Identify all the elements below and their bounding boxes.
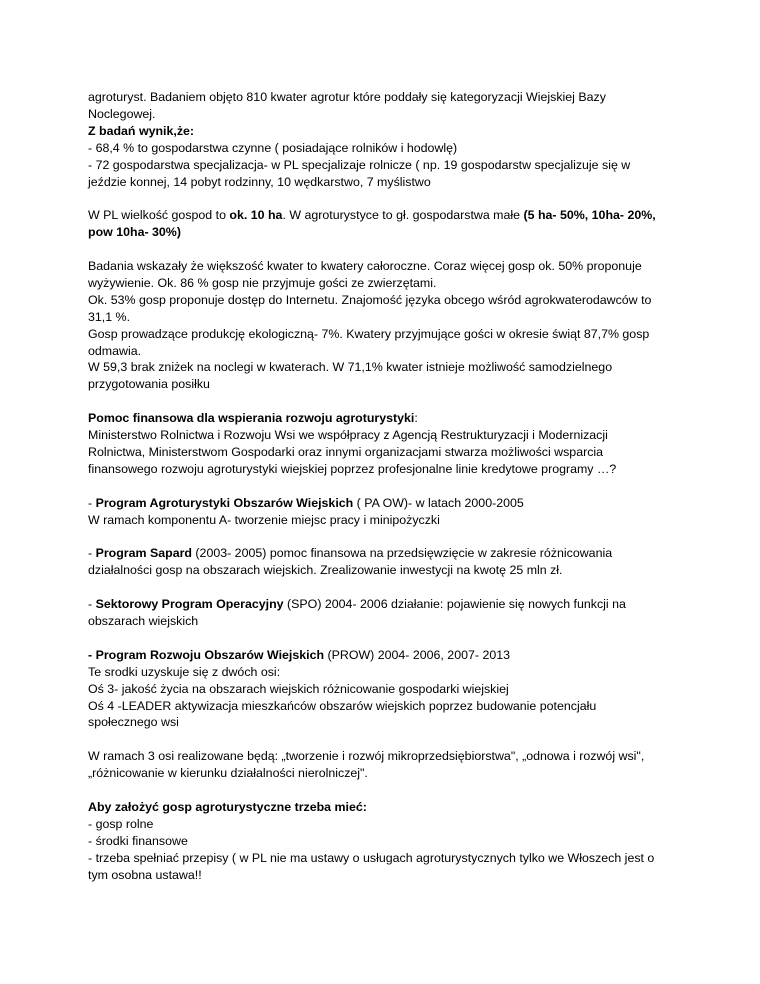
bold-span: (5 ha- 50%, 10ha- 20%, bbox=[523, 208, 656, 223]
text-span: - bbox=[88, 597, 96, 612]
text-line: jeździe konnej, 14 pobyt rodzinny, 10 wędkarstwo, 7 myślistwo bbox=[88, 174, 431, 189]
text-line bbox=[88, 224, 678, 241]
text-line: Oś 3- jakość życia na obszarach wiejskich różnicowanie gospodarki wiejskiej bbox=[88, 681, 509, 696]
section-heading bbox=[88, 410, 678, 427]
text-line: Ok. 53% gosp proponuje dostęp do Internetu. Znajomość języka obcego wśród agrokwaterodawców to bbox=[88, 292, 652, 307]
text-line: przygotowania posiłku bbox=[88, 377, 210, 392]
text-line: tym osobna ustawa!! bbox=[88, 867, 202, 882]
text-line: społecznego wsi bbox=[88, 715, 179, 730]
text-line: Ministerstwo Rolnictwa i Rozwoju Wsi we współpracy z Agencją Restrukturyzacji i Modernizacji bbox=[88, 428, 608, 443]
text-line: Gosp prowadzące produkcję ekologiczną- 7%. Kwatery przyjmujące gości w okresie świąt 87,7% gosp bbox=[88, 326, 650, 341]
list-item: - 72 gospodarstwa specjalizacja- w PL specjalizaje rolnicze ( np. 19 gospodarstw specjalizuje się w bbox=[88, 157, 631, 172]
list-item: - trzeba spełniać przepisy ( w PL nie ma ustawy o usługach agroturystycznych tylko we Włoszech jest o bbox=[88, 850, 655, 865]
bold-span: ok. 10 ha bbox=[229, 208, 283, 223]
program-name: Sektorowy Program Operacyjny bbox=[95, 597, 284, 612]
text-span: - bbox=[88, 495, 96, 510]
text-span: W PL wielkość gospod to bbox=[88, 208, 230, 223]
text-line: działalności gosp na obszarach wiejskich. Zrealizowanie inwestycji na kwotę 25 mln zł. bbox=[88, 563, 563, 578]
text-line: odmawia. bbox=[88, 343, 142, 358]
list-item: - środki finansowe bbox=[88, 833, 188, 848]
text-line: finansowego rozwoju agroturystyki wiejskiej poprzez profesjonalne linie kredytowe programy …? bbox=[88, 461, 617, 476]
text-span: (PROW) 2004- 2006, 2007- 2013 bbox=[324, 647, 511, 662]
text-span: - bbox=[88, 546, 96, 561]
text-line bbox=[88, 207, 678, 224]
program-item bbox=[88, 495, 678, 512]
text-line: W 59,3 brak zniżek na noclegi w kwaterach. W 71,1% kwater istnieje możliwość samodzielnego bbox=[88, 360, 613, 375]
text-line: Noclegowej. bbox=[88, 106, 156, 121]
section-heading bbox=[88, 799, 678, 816]
text-line: obszarach wiejskich bbox=[88, 614, 199, 628]
text-span: (SPO) 2004- 2006 działanie: pojawienie się nowych funkcji na bbox=[283, 597, 626, 612]
text-span: ( PA OW)- w latach 2000-2005 bbox=[353, 495, 524, 510]
program-item bbox=[88, 545, 678, 562]
text-line: Oś 4 -LEADER aktywizacja mieszkańców obszarów wiejskich poprzez budowanie potencjału bbox=[88, 698, 597, 713]
text-line: wyżywienie. Ok. 86 % gosp nie przyjmuje gości ze zwierzętami. bbox=[88, 275, 437, 290]
text-span: (2003- 2005) pomoc finansowa na przedsięwzięcie w zakresie różnicowania bbox=[191, 546, 613, 561]
list-item: - 68,4 % to gospodarstwa czynne ( posiadające rolników i hodowlę) bbox=[88, 140, 458, 155]
program-name: Program Sapard bbox=[95, 546, 192, 561]
bold-span: pow 10ha- 30%) bbox=[88, 225, 181, 240]
heading-text: Pomoc finansowa dla wspierania rozwoju agroturystyki bbox=[88, 411, 415, 426]
list-item: - gosp rolne bbox=[88, 816, 154, 831]
text-span: . W agroturystyce to gł. gospodarstwa małe bbox=[282, 208, 524, 223]
text-line: „różnicowanie w kierunku działalności nierolniczej". bbox=[88, 766, 368, 781]
text-line: 31,1 %. bbox=[88, 309, 131, 324]
program-item bbox=[88, 647, 678, 664]
text-line: Badania wskazały że większość kwater to kwatery całoroczne. Coraz więcej gosp ok. 50% proponuje bbox=[88, 259, 642, 274]
text-line: W ramach komponentu A- tworzenie miejsc pracy i minipożyczki bbox=[88, 512, 440, 527]
program-item bbox=[88, 596, 678, 613]
text-span: : bbox=[414, 411, 418, 426]
program-name: Program Agroturystyki Obszarów Wiejskich bbox=[95, 495, 354, 510]
text-line: agroturyst. Badaniem objęto 810 kwater agrotur które poddały się kategoryzacji Wiejskiej Bazy bbox=[88, 90, 606, 104]
text-line: Rolnictwa, Ministerstwom Gospodarki oraz innymi organizacjami stwarza możliwości wsparcia bbox=[88, 444, 604, 459]
text-line: Te srodki uzyskuje się z dwóch osi: bbox=[88, 664, 281, 679]
text-line: W ramach 3 osi realizowane będą: „tworzenie i rozwój mikroprzedsiębiorstwa", „odnowa i rozwój wsi", bbox=[88, 749, 645, 764]
heading-text: Aby założyć gosp agroturystyczne trzeba mieć: bbox=[88, 799, 367, 814]
heading-text: Z badań wynik,że: bbox=[88, 123, 195, 138]
document-body bbox=[88, 89, 678, 883]
program-name: - Program Rozwoju Obszarów Wiejskich bbox=[88, 647, 325, 662]
section-heading bbox=[88, 123, 678, 140]
